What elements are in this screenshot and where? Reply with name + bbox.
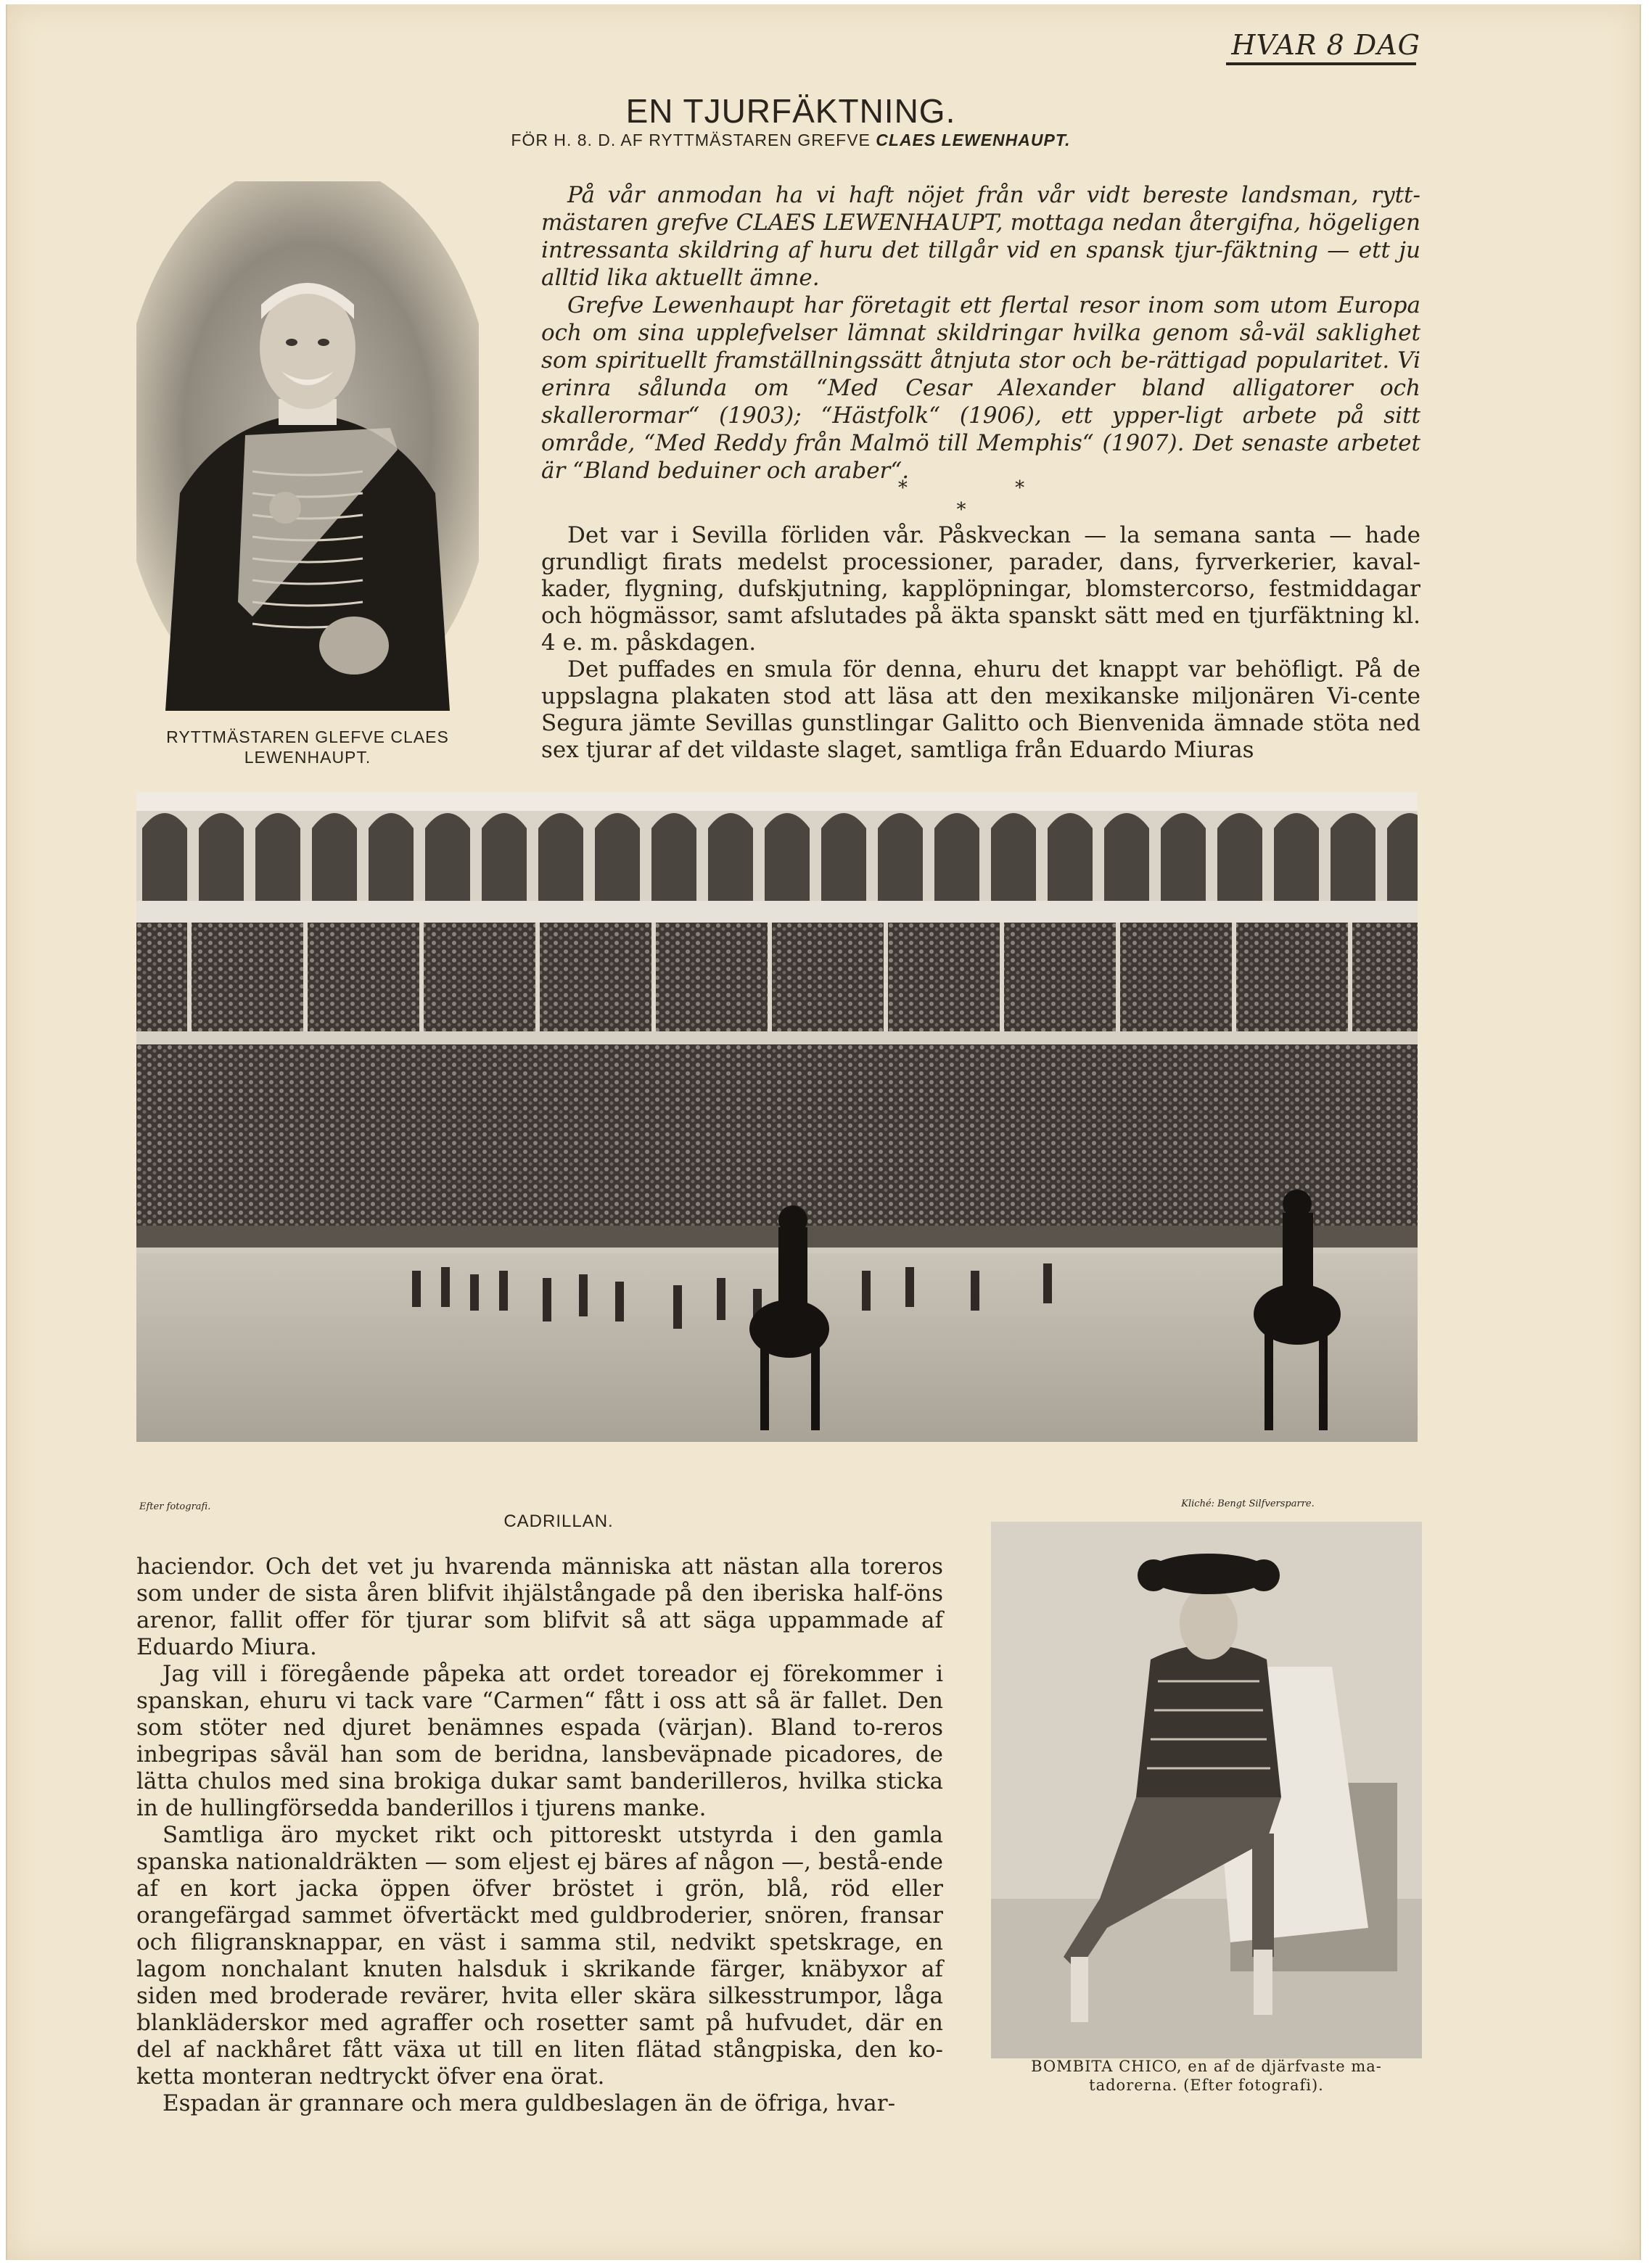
article-lead-text <box>541 522 1420 764</box>
author-portrait-photo <box>136 181 479 711</box>
arena-photo-caption: CADRILLAN. <box>503 1512 614 1531</box>
newspaper-page <box>6 4 1641 2260</box>
paragraph: Espadan är grannare och mera guldbeslagen än de öfriga, hvar- <box>163 2090 896 2116</box>
article-byline <box>312 131 1270 150</box>
matador-portrait-photo <box>991 1522 1422 2058</box>
byline-prefix: FÖR H. 8. D. AF RYTTMÄSTAREN GREFVE <box>511 131 871 149</box>
photo-credit: Efter fotografi. <box>139 1501 211 1512</box>
paragraph: Det var i Sevilla förliden vår. Påskveckan — la semana santa — hade grundligt firats medelst processioner, parader, dans, fyrverkerier, kaval-kader, flygning, dufskjutning, kapplöpningar, blomstercorso, festmiddagar och högmässor, samt afslutades på äkta spanskt sätt med en tjurfäktning kl. 4 e. m. påskdagen. <box>541 522 1420 656</box>
caption-line: LEWENHAUPT. <box>244 748 371 767</box>
editor-introduction <box>541 181 1420 484</box>
section-separator: * * * <box>897 477 1076 521</box>
article-body-text <box>136 1554 943 2117</box>
bullring-arena-photo <box>136 792 1418 1442</box>
matador-photo-caption <box>991 2057 1422 2095</box>
paragraph: Samtliga äro mycket rikt och pittoreskt utstyrda i den gamla spanska nationaldräkten — som eljest ej bäres af någon —, bestå-ende af en kort jacka öppen öfver bröstet i grön, blå, röd eller orangefärgad sammet öfvertäckt med guldbroderier, snören, fransar och filigransknappar, en väst i samma stil, nedvikt spetskrage, en lagom nonchalant knuten halsduk i skrikande färger, knäbyxor af siden med broderade revärer, hvita eller skära silkesstrumpor, låga blankläderskor med agraffer och rosetter samt på hufvudet, där en del af nackhåret fått växa ut till en liten flätad stångpiska, den ko-ketta monteran nedtryckt öfver ena örat. <box>136 1822 943 2090</box>
paragraph: Det puffades en smula för denna, ehuru det knappt var behöfligt. På de uppslagna plakaten stod att läsa att den mexikanske miljonären Vi-cente Segura jämte Sevillas gunstlingar Galitto och Bienvenida ämnade stöta ned sex tjurar af det vildaste slaget, samtliga från Eduardo Miuras <box>541 656 1420 763</box>
masthead-rule <box>1226 62 1416 65</box>
paragraph: haciendor. Och det vet ju hvarenda människa att nästan alla toreros som under de sista åren blifvit ihjälstångade på den iberiska half-öns arenor, fallit offer för tjurar som blifvit så att säga uppammade af Eduardo Miura. <box>136 1554 943 1660</box>
paragraph: Grefve Lewenhaupt har företagit ett flertal resor inom som utom Europa och om sina upplefvelser lämnat skildringar hvilka genom så-väl saklighet som spirituellt framställningssätt åtnjuta stor och be-rättigad popularitet. Vi erinra sålunda om “Med Cesar Alexander bland alligatorer och skallerormar“ (1903); “Hästfolk“ (1906), ett ypper-ligt arbete på sitt område, “Med Reddy från Malmö till Memphis“ (1907). Det senaste arbetet är “Bland beduiner och araber“. <box>541 292 1420 484</box>
byline-author: CLAES LEWENHAUPT. <box>876 131 1071 149</box>
engraving-credit: Kliché: Bengt Silfversparre. <box>1181 1498 1315 1509</box>
article-title: EN TJURFÄKTNING. <box>625 92 956 130</box>
caption-line: RYTTMÄSTAREN GLEFVE CLAES <box>166 727 449 746</box>
paragraph: Jag vill i föregående påpeka att ordet toreador ej förekommer i spanskan, ehuru vi tack vare “Carmen“ fått i oss att så är fallet. Den som stöter ned djuret benämnes espada (värjan). Bland to-reros inbegripas såväl han som de beridna, lansbeväpnade picadores, de lätta chulos med sina brokiga dukar samt banderilleros, hvilka sticka in de hullingförsedda banderillos i tjurens manke. <box>136 1661 943 1821</box>
caption-line: BOMBITA CHICO, en af de djärfvaste ma- <box>1031 2058 1382 2075</box>
caption-line: tadorerna. (Efter fotografi). <box>1089 2077 1324 2094</box>
masthead: HVAR 8 DAG <box>1231 29 1420 61</box>
author-portrait-caption <box>131 727 485 767</box>
paragraph: På vår anmodan ha vi haft nöjet från vår vidt bereste landsman, rytt-mästaren grefve CLAES LEWENHAUPT, mottaga nedan återgifna, högeligen intressanta skildring af huru det tillgår vid en spansk tjur-fäktning — ett ju alltid lika aktuellt ämne. <box>541 182 1420 291</box>
